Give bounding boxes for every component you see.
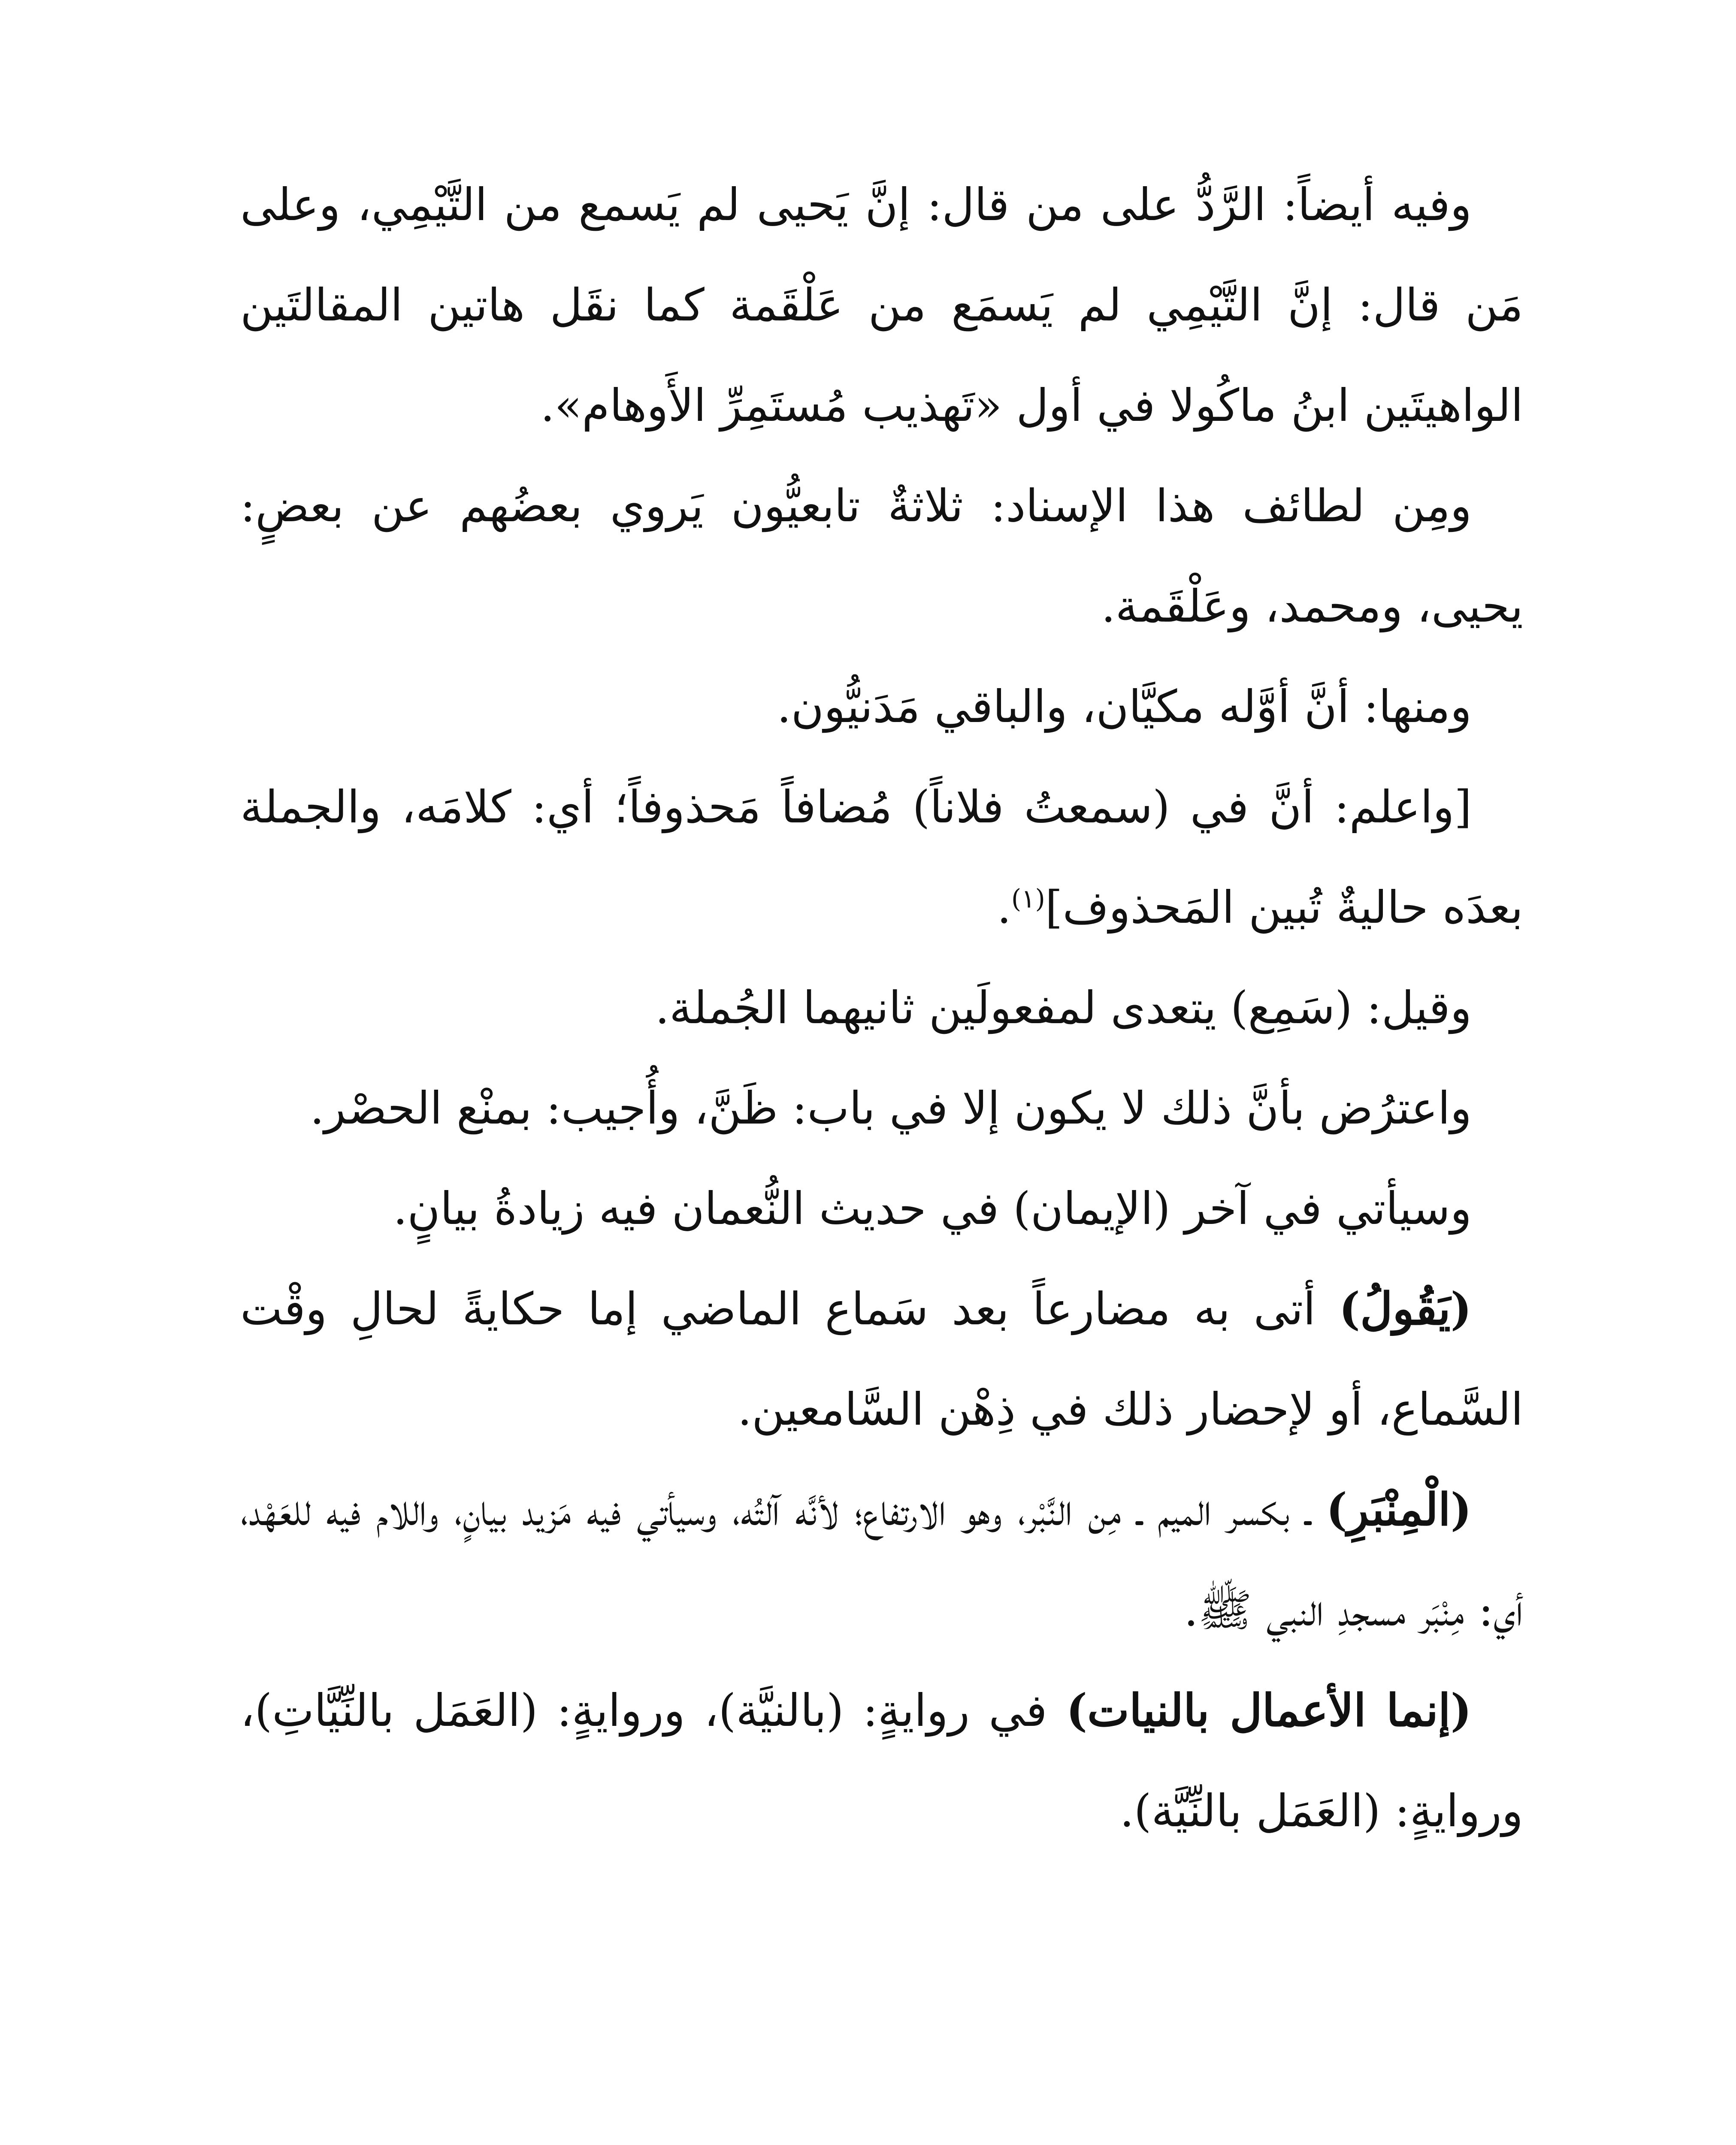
paragraph-5	[240, 958, 1523, 1058]
main-text	[240, 154, 1523, 1861]
paragraph-9-term: (الْمِنْبَرِ)	[1326, 1483, 1472, 1536]
paragraph-7	[240, 1158, 1523, 1259]
paragraph-6-text: واعترُض بأنَّ ذلك لا يكون إلا في باب: ظَنَّ، وأُجيب: بمنْع الحصْر.	[310, 1082, 1472, 1134]
paragraph-7-text: وسيأتي في آخر (الإيمان) في حديث النُّعمان فيه زيادةُ بيانٍ.	[393, 1182, 1472, 1235]
paragraph-9-text: ـ بكسر الميم ـ مِن النَّبْر، وهو الارتفاع؛ لأنَّه آلتُه، وسيأتي فيه مَزيد بيانٍ، واللام فيه للعَهْد، أي: مِنْبَر مسجدِ النبي ﷺ.	[240, 1483, 1523, 1636]
paragraph-6	[240, 1058, 1523, 1158]
paragraph-10-text: في روايةٍ: (بالنيَّة)، وروايةٍ: (العَمَل بالنِّيَّاتِ)، وروايةٍ: (العَمَل بالنِّيَّة).	[240, 1684, 1523, 1837]
paragraph-2	[240, 456, 1523, 656]
paragraph-1	[240, 154, 1523, 456]
paragraph-1-text: وفيه أيضاً: الرَّدُّ على من قال: إنَّ يَحيى لم يَسمع من التَّيْمِي، وعلى مَن قال: إنَّ التَّيْمِي لم يَسمَع من عَلْقَمة كما نقَل هاتين المقالتَين الواهيتَين ابنُ ماكُولا في أول «تَهذيب مُستَمِرِّ الأَوهام».	[240, 178, 1523, 432]
paragraph-10	[240, 1660, 1523, 1861]
paragraph-4	[240, 757, 1523, 958]
footnote-reference: (١)	[1011, 884, 1045, 914]
paragraph-10-term: (إنما الأعمال بالنيات)	[1066, 1684, 1472, 1737]
paragraph-8-term: (يَقُولُ)	[1339, 1282, 1472, 1335]
paragraph-5-text: وقيل: (سَمِع) يتعدى لمفعولَين ثانيهما الجُملة.	[655, 982, 1472, 1034]
paragraph-2-text: ومِن لطائف هذا الإسناد: ثلاثةٌ تابعيُّون يَروي بعضُهم عن بعضٍ: يحيى، ومحمد، وعَلْقَمة.	[240, 480, 1523, 632]
paragraph-8	[240, 1259, 1523, 1459]
paragraph-3	[240, 656, 1523, 757]
paragraph-4-end: .	[997, 881, 1011, 934]
paragraph-4-text: [واعلم: أنَّ في (سمعتُ فلاناً) مُضافاً مَحذوفاً؛ أي: كلامَه، والجملة بعدَه حاليةٌ تُبين المَحذوف]	[240, 781, 1523, 934]
paragraph-3-text: ومنها: أنَّ أوَّله مكيَّان، والباقي مَدَنيُّون.	[777, 680, 1472, 733]
paragraph-9	[240, 1459, 1523, 1660]
paragraph-8-text: أتى به مضارعاً بعد سَماع الماضي إما حكايةً لحالِ وقْت السَّماع، أو لإحضار ذلك في ذِهْن السَّامعين.	[240, 1283, 1523, 1435]
